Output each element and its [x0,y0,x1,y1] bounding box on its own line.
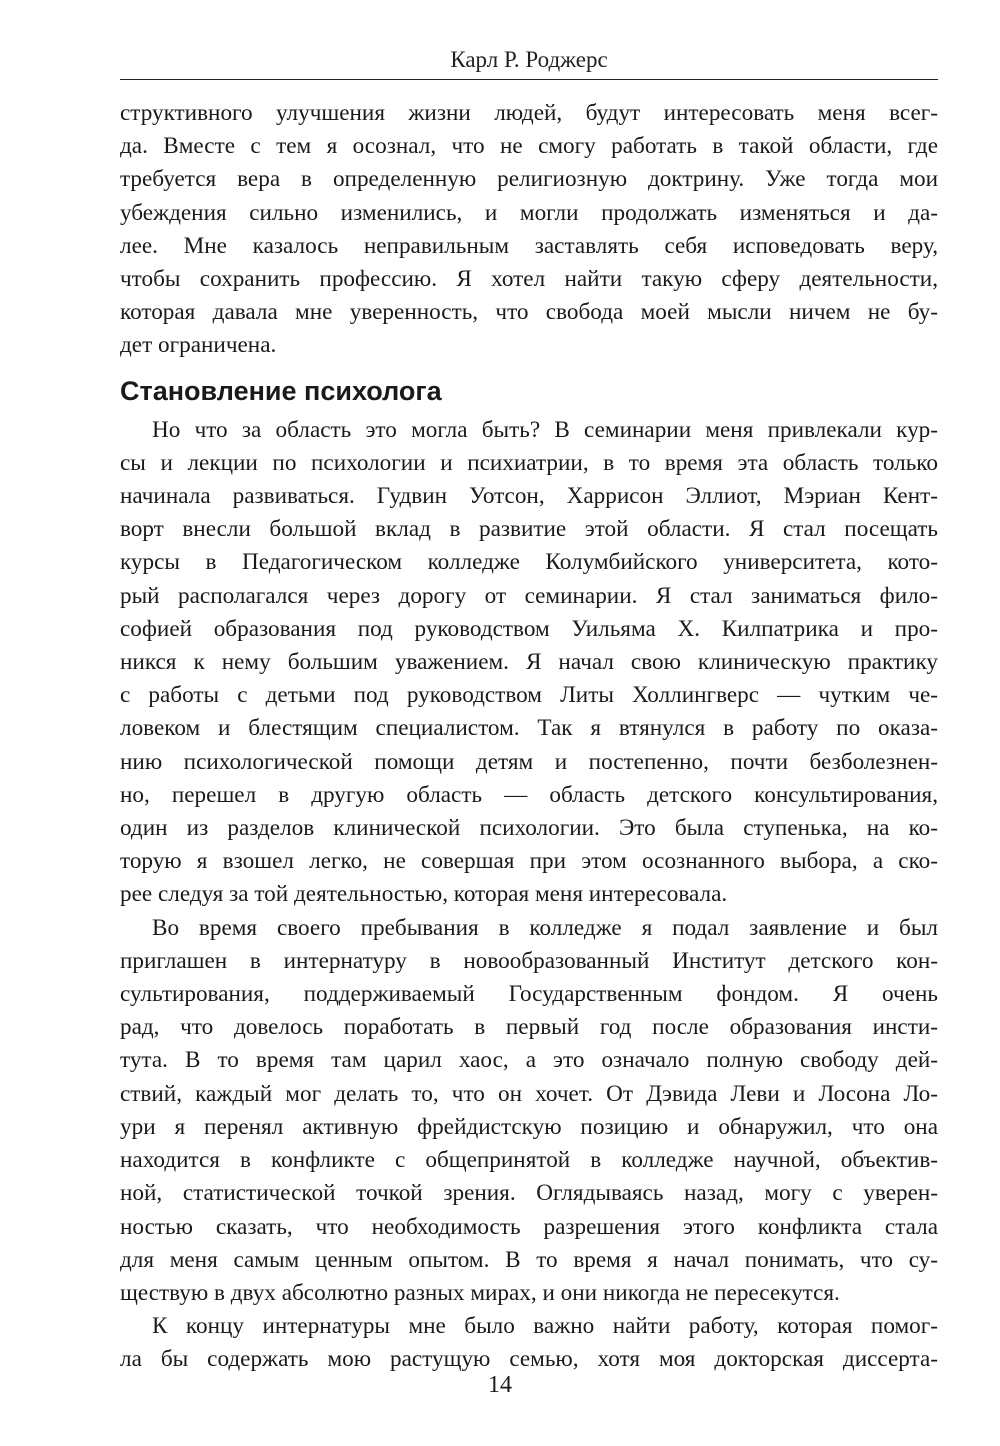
text-line: приглашен в интернатуру в новообразованный Институт детского кон- [120,947,938,974]
text-line: но, перешел в другую область — область детского консультирования, [120,781,938,808]
text-line: ностью сказать, что необходимость разрешения этого конфликта стала [120,1213,938,1240]
text-line: дет ограничена. [120,332,277,359]
header-rule [120,79,938,80]
text-line: структивного улучшения жизни людей, будут интересовать меня всег- [120,100,938,126]
text-line: ури я перенял активную фрейдистскую позицию и обнаружил, что она [120,1113,938,1140]
body-text [120,97,938,1377]
text-line: ловеком и блестящим специалистом. Так я втянулся в работу по оказа- [120,715,938,742]
text-line: требуется вера в определенную религиозную доктрину. Уже тогда мои [120,166,938,193]
section-heading: Становление психолога [120,375,442,406]
text-line: для меня самым ценным опытом. В то время я начал понимать, что су- [120,1246,938,1273]
text-line: ла бы содержать мою растущую семью, хотя моя докторская диссерта- [120,1346,938,1373]
text-line: да. Вместе с тем я осознал, что не смогу работать в такой области, где [120,133,938,160]
text-line: никся к нему большим уважением. Я начал свою клиническую практику [120,649,938,676]
text-line: тута. В то время там царил хаос, а это означало полную свободу дей- [120,1047,938,1074]
text-line: один из разделов клинической психологии. Это была ступенька, на ко- [120,815,938,842]
text-line: начинала развиваться. Гудвин Уотсон, Харрисон Эллиот, Мэриан Кент- [120,483,938,510]
paragraph-continuation [120,97,938,363]
running-header-title: Карл Р. Роджерс [450,47,608,72]
text-line: чтобы сохранить профессию. Я хотел найти такую сферу деятельности, [120,266,938,293]
text-line: курсы в Педагогическом колледже Колумбийского университета, кото- [120,549,938,576]
text-line: торую я взошел легко, не совершая при этом осознанного выбора, а ско- [120,848,938,875]
text-line: рад, что довелось поработать в первый год после образования инсти- [120,1014,938,1041]
text-line: ворт внесли большой вклад в развитие этой области. Я стал посещать [120,516,938,543]
paragraph [120,1310,938,1376]
text-line: нию психологической помощи детям и постепенно, почти безболезнен- [120,748,938,775]
text-line: сы и лекции по психологии и психиатрии, в то время эта область только [120,449,938,476]
paragraph [120,912,938,1310]
text-line: находится в конфликте с общепринятой в колледже научной, объектив- [120,1147,938,1174]
text-line: с работы с детьми под руководством Литы Холлингверс — чутким че- [120,682,938,709]
text-line: софией образования под руководством Уильяма Х. Килпатрика и про- [120,615,938,642]
text-line: ной, статистической точкой зрения. Оглядываясь назад, могу с уверен- [120,1180,938,1207]
text-line: ществую в двух абсолютно разных мирах, и они никогда не пересекутся. [120,1279,840,1306]
text-line: которая давала мне уверенность, что свобода моей мысли ничем не бу- [120,299,938,326]
text-line: Но что за область это могла быть? В семинарии меня привлекали кур- [152,416,938,443]
text-line: сультирования, поддерживаемый Государственным фондом. Я очень [120,981,938,1008]
text-line: Во время своего пребывания в колледже я подал заявление и был [152,914,938,941]
text-line: лее. Мне казалось неправильным заставлять себя исповедовать веру, [120,232,938,259]
page-number: 14 [488,1372,512,1398]
text-line: К концу интернатуры мне было важно найти работу, которая помог- [152,1313,938,1340]
text-line: ствий, каждый мог делать то, что он хочет. От Дэвида Леви и Лосона Ло- [120,1080,938,1107]
text-line: рый располагался через дорогу от семинарии. Я стал заниматься фило- [120,582,938,609]
text-line: рее следуя за той деятельностью, которая меня интересовала. [120,881,728,908]
paragraph [120,414,938,912]
text-line: убеждения сильно изменились, и могли продолжать изменяться и да- [120,199,938,226]
